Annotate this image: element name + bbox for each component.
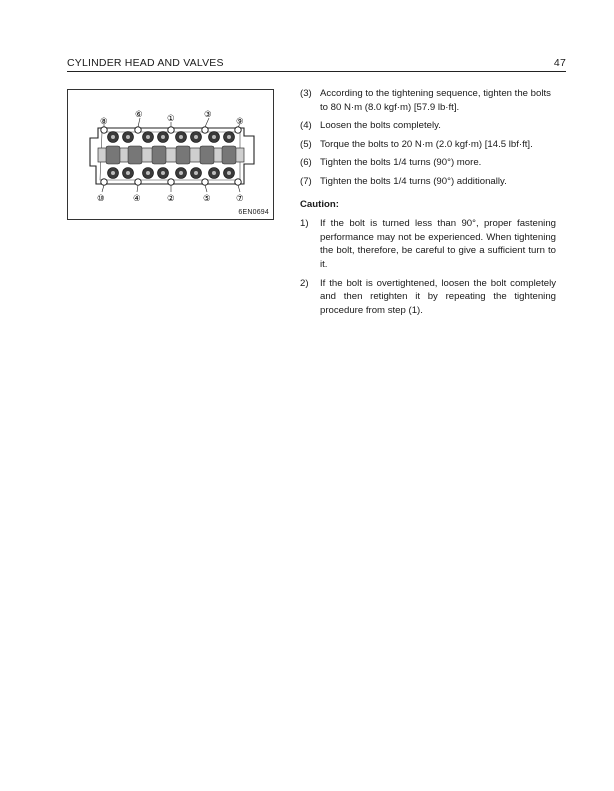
caution-item <box>300 217 556 271</box>
caution-text: If the bolt is overtightened, loosen the bolt completely and then retighten it by repeating the tightening procedure from step (1). <box>320 277 556 316</box>
step-item <box>300 156 556 170</box>
step-item <box>300 119 556 133</box>
step-text: Torque the bolts to 20 N·m (2.0 kgf·m) [14.5 lbf·ft]. <box>320 138 533 150</box>
bolt-label-8: ⑧ <box>100 117 108 127</box>
step-number: (3) <box>300 88 312 99</box>
caution-number: 2) <box>300 277 309 289</box>
caution-heading: Caution: <box>300 198 339 210</box>
bolt-label-3: ③ <box>204 110 212 120</box>
bolt-label-5: ⑤ <box>203 194 211 204</box>
caution-number: 1) <box>300 218 309 230</box>
bolt-label-4: ④ <box>133 194 141 204</box>
cylinder-head-drawing <box>68 90 273 219</box>
figure-code: 6EN0694 <box>238 209 269 216</box>
section-title: CYLINDER HEAD AND VALVES <box>67 57 224 69</box>
procedure-column <box>300 87 556 322</box>
cylinder-head-figure <box>67 89 274 220</box>
bolt-label-2: ② <box>167 194 175 204</box>
bolt-label-1: ① <box>167 114 175 124</box>
step-item <box>300 138 556 152</box>
step-number: (6) <box>300 157 312 169</box>
step-number: (4) <box>300 120 312 132</box>
caution-item <box>300 277 556 318</box>
step-item <box>300 87 556 114</box>
bolt-label-10: ⑩ <box>97 194 105 204</box>
bolt-label-6: ⑥ <box>135 110 143 120</box>
step-text: Tighten the bolts 1/4 turns (90°) more. <box>320 157 482 169</box>
bolt-label-7: ⑦ <box>236 194 244 204</box>
step-item <box>300 175 556 189</box>
page-header <box>67 55 566 72</box>
bolt-label-9: ⑨ <box>236 117 244 127</box>
step-text: Loosen the bolts completely. <box>320 120 441 132</box>
step-number: (7) <box>300 175 312 187</box>
step-text: Tighten the bolts 1/4 turns (90°) additionally. <box>320 175 507 187</box>
page-number: 47 <box>553 57 566 69</box>
step-number: (5) <box>300 138 312 150</box>
step-text: According to the tightening sequence, tighten the bolts to 80 N·m (8.0 kgf·m) [57.9 lb·ft]. <box>320 88 551 113</box>
caution-text: If the bolt is turned less than 90°, proper fastening performance may not be experienced. When tightening the bolt, therefore, be careful to give a sufficient turn to it. <box>320 218 556 270</box>
